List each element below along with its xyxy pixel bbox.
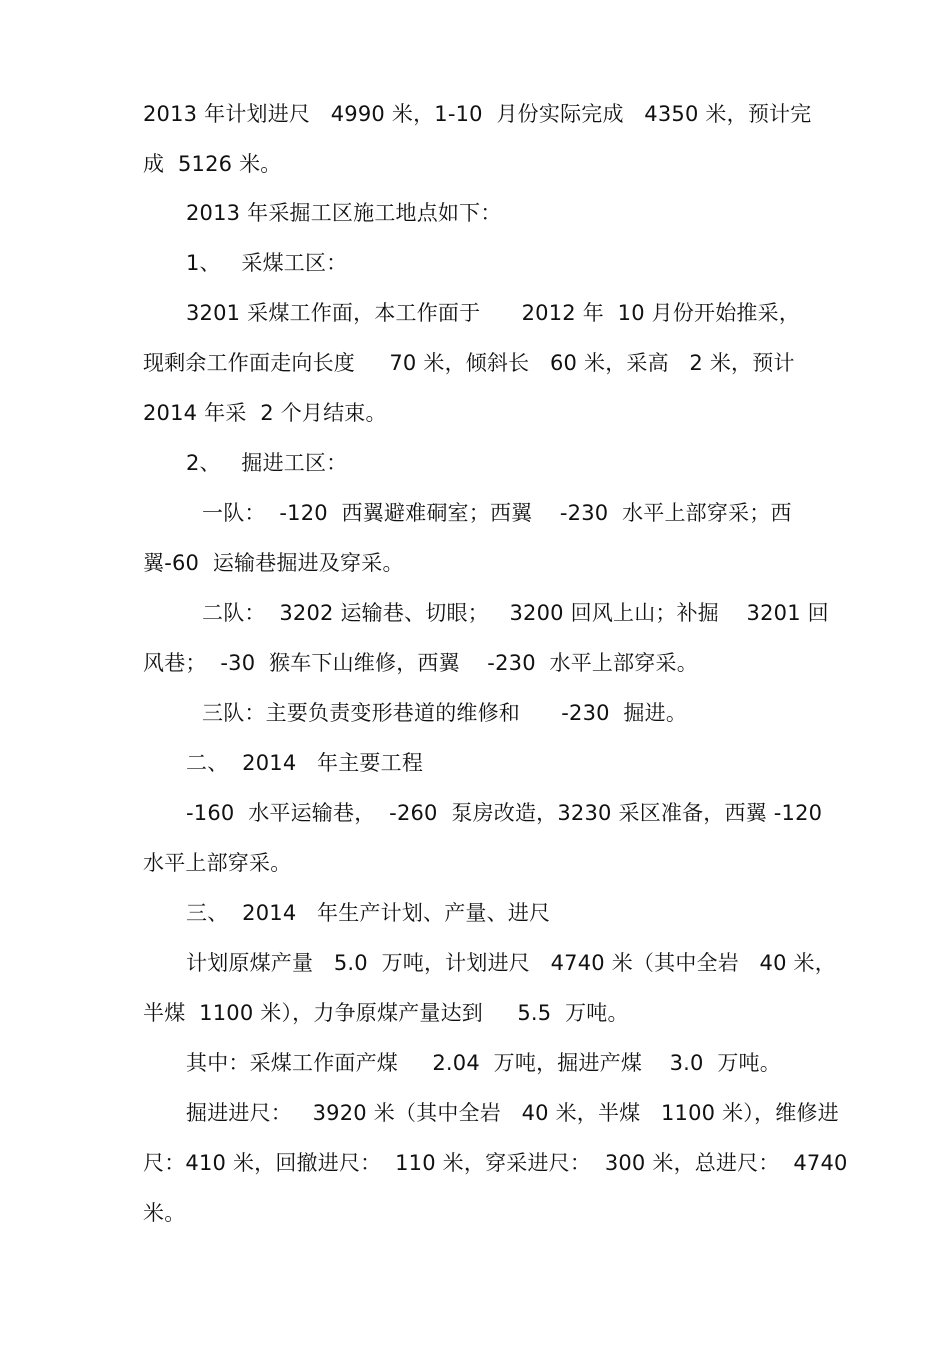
text-line-2: 成 5126 米。	[143, 152, 282, 176]
text-line-6: 现剩余工作面走向长度 70 米，倾斜长 60 米，采高 2 米，预计	[143, 351, 795, 375]
text-line-8: 2、 掘进工区：	[186, 451, 348, 475]
section-heading-2: 二、 2014 年主要工程	[186, 751, 424, 775]
text-line-19: 半煤 1100 米），力争原煤产量达到 5.5 万吨。	[143, 1001, 629, 1025]
text-line-3: 2013 年采掘工区施工地点如下：	[186, 201, 502, 225]
text-line-4: 1、 采煤工区：	[186, 251, 348, 275]
text-line-16: 水平上部穿采。	[143, 851, 292, 875]
text-line-23: 米。	[143, 1201, 186, 1225]
section-heading-3: 三、 2014 年生产计划、产量、进尺	[186, 901, 551, 925]
text-line-7: 2014 年采 2 个月结束。	[143, 401, 387, 425]
text-line-1: 2013 年计划进尺 4990 米，1-10 月份实际完成 4350 米，预计完	[143, 102, 812, 126]
text-line-13: 三队：主要负责变形巷道的维修和 -230 掘进。	[202, 701, 688, 725]
text-line-12: 风巷； -30 猴车下山维修，西翼 -230 水平上部穿采。	[143, 651, 698, 675]
text-line-10: 翼-60 运输巷掘进及穿采。	[143, 551, 404, 575]
text-line-22: 尺：410 米，回撤进尺： 110 米，穿采进尺： 300 米，总进尺： 4740	[143, 1151, 848, 1175]
text-line-5: 3201 采煤工作面，本工作面于 2012 年 10 月份开始推采，	[186, 301, 801, 325]
text-line-9: 一队： -120 西翼避难硐室；西翼 -230 水平上部穿采；西	[202, 501, 792, 525]
text-line-11: 二队： 3202 运输巷、切眼； 3200 回风上山；补掘 3201 回	[202, 601, 829, 625]
text-line-21: 掘进进尺： 3920 米（其中全岩 40 米，半煤 1100 米），维修进	[186, 1101, 839, 1125]
text-line-20: 其中：采煤工作面产煤 2.04 万吨，掘进产煤 3.0 万吨。	[186, 1051, 781, 1075]
text-line-15: -160 水平运输巷， -260 泵房改造，3230 采区准备，西翼 -120	[186, 801, 823, 825]
text-line-18: 计划原煤产量 5.0 万吨，计划进尺 4740 米（其中全岩 40 米，	[186, 951, 836, 975]
